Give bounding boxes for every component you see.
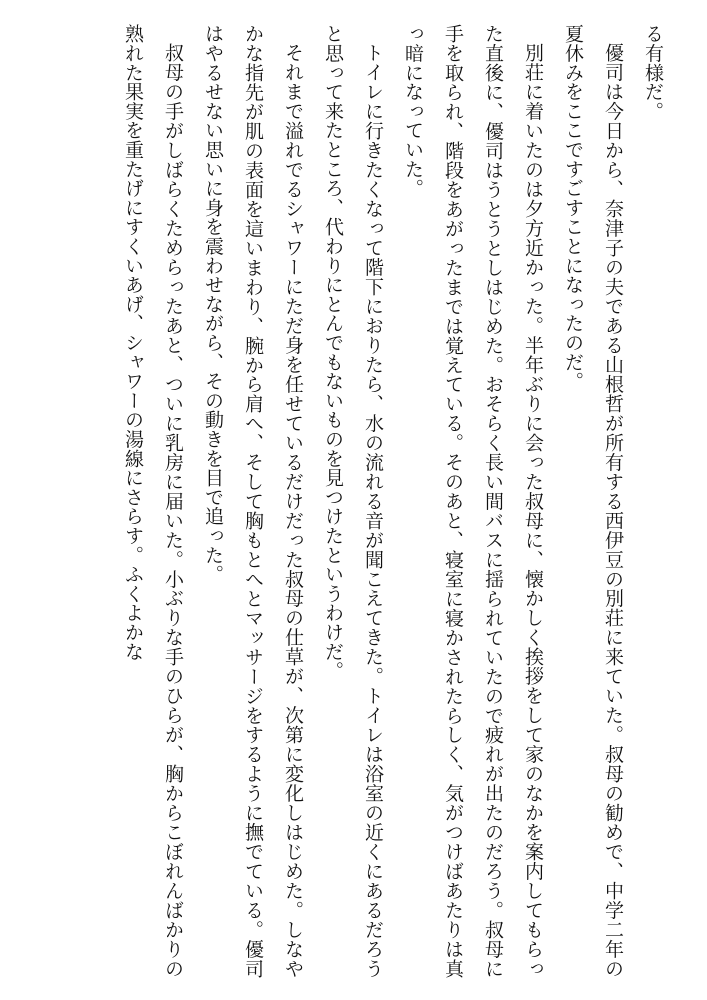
paragraph: それまで溢れでるシャワーにただ身を任せているだけだった叔母の仕草が、次第に変化しはじめた。しなやかな指先が肌の表面を這いまわり、腕から肩へ、そして胸もとへとマッサージをするように撫でている。優司はやるせない思いに身を震わせながら、その動きを目で追った。 [202,24,304,978]
paragraph-continuation: る有様だ。 [642,24,664,121]
paragraph: 叔母の手がしばらくためらったあと、ついに乳房に届いた。小ぶりな手のひらが、胸からこぼれんばかりの熟れた果実を重たげにすくいあげ、シャワーの湯線にさらす。ふくよかな [122,24,184,978]
vertical-text-body [23,24,673,978]
paragraph: 別荘に着いたのは夕方近かった。半年ぶりに会った叔母に、懐かしく挨拶をして家のなかを案内してもらった直後に、優司はうとうとしはじめた。おそらく長い間バスに揺られていたので疲れが出たのだろう。叔母に手を取られ、階段をあがったまでは覚えている。そのあと、寝室に寝かされたらしく、気がつけばあたりは真っ暗になっていた。 [402,24,544,978]
paragraph: 優司は今日から、奈津子の夫である山根哲が所有する西伊豆の別荘に来ていた。叔母の勧めで、中学二年の夏休みをここですごすことになったのだ。 [562,24,624,978]
paragraph: トイレに行きたくなって階下におりたら、水の流れる音が聞こえてきた。トイレは浴室の近くにあるだろうと思って来たところ、代わりにとんでもないものを見つけたというわけだ。 [322,24,384,978]
